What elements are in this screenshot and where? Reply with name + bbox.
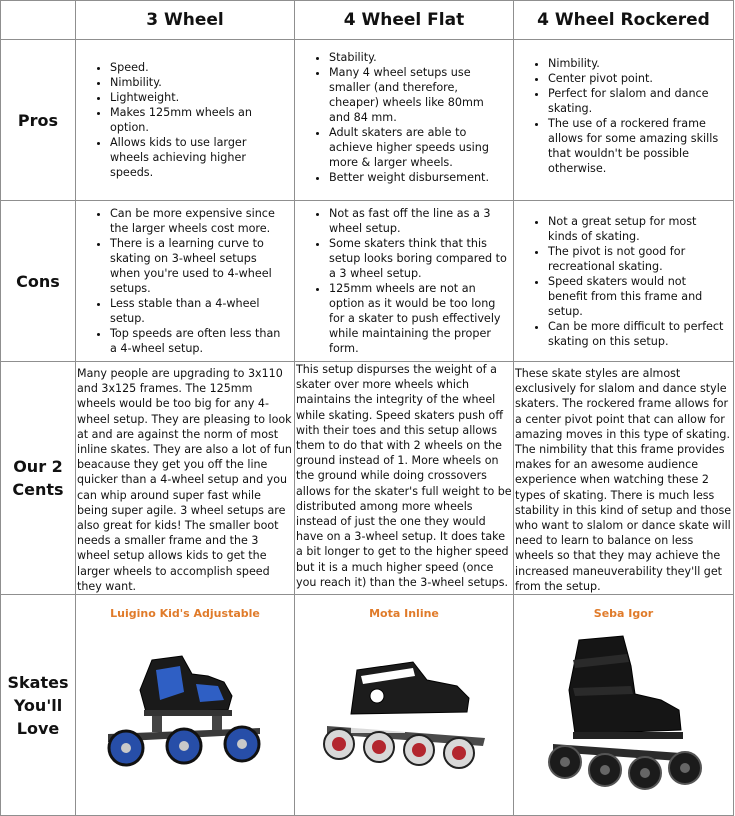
cons-list	[76, 206, 294, 356]
skate-card	[295, 595, 514, 816]
list-item: • Speed.	[110, 60, 288, 75]
sole	[144, 710, 232, 716]
list-item: • Top speeds are often less than a 4-wheel setup.	[110, 326, 288, 356]
list-item: • Some skaters think that this setup looks boring compared to a 3 wheel setup.	[329, 236, 507, 281]
list-item: • Perfect for slalom and dance skating.	[548, 86, 727, 116]
list-item: • Lightweight.	[110, 90, 288, 105]
row-label-pros: Pros	[1, 40, 76, 201]
list-item: • 125mm wheels are not an option as it would be too long for a skater to push effectively while maintaining the proper form.	[329, 281, 507, 356]
list-item: • Adult skaters are able to achieve higher speeds using more & larger wheels.	[329, 125, 507, 170]
list-item: • The pivot is not good for recreational skating.	[548, 244, 727, 274]
frame-mount	[212, 716, 222, 730]
cons-list	[295, 206, 513, 356]
list-item: • Allows kids to use larger wheels achieving higher speeds.	[110, 135, 288, 180]
column-header: 3 Wheel	[76, 1, 295, 40]
header-row	[1, 1, 734, 40]
cons-list	[514, 214, 733, 349]
cents-text: These skate styles are almost exclusively for slalom and dance style skaters. The rockered frame allows for a center pivot point that can allow for amazing moves in this type of skating. The nimbility that this frame provides makes for an awesome audience experience when watching these 2 types of skating. There is much less stability in this kind of setup and those who want to slalom or dance skate will need to learn to balance on less wheels so that they may achieve the increased maneuverability they'll get from the setup.	[514, 362, 734, 595]
skate-name[interactable]: Mota Inline	[369, 607, 439, 621]
cons-row	[1, 201, 734, 362]
skate-image-4-wheel-flat[interactable]	[317, 630, 492, 780]
list-item: • Stability.	[329, 50, 507, 65]
column-header: 4 Wheel Flat	[295, 1, 514, 40]
cents-text: Many people are upgrading to 3x110 and 3x125 frames. The 125mm wheels would be too big for any 4-wheel setup. They are pleasing to look at and are against the norm of most inline skates. They are also a lot of fun beacause they get you off the line quicker than a 4-wheel setup and you can whip around super fast while being super agile. 3 wheel setups are also great for kids! The smaller boot needs a smaller frame and the 3 wheel setup allows kids to get the larger wheels to accomplish speed they want.	[76, 362, 295, 595]
row-label-skates: Skates You'll Love	[1, 595, 76, 816]
frame-mount	[152, 716, 162, 732]
pros-list	[514, 56, 733, 176]
cents-text: This setup dispurses the weight of a skater over more wheels which maintains the integrity of the wheel while skating. Speed skaters push off with their toes and this setup allows them to do that with 2 wheels on the ground instead of 1. More wheels on the ground while doing crossovers allows for the skater's full weight to be distributed among more wheels instead of just the one they would have on a 3-wheel setup. It does take a bit longer to get to the higher speed but it is a much higher speed (once you reach it) than the 3-wheel setups.	[295, 362, 514, 595]
list-item: • Better weight disbursement.	[329, 170, 507, 185]
list-item: • Center pivot point.	[548, 71, 727, 86]
pros-cell	[76, 40, 295, 201]
skate-card	[514, 595, 734, 816]
cents-row	[1, 362, 734, 595]
list-item: • Less stable than a 4-wheel setup.	[110, 296, 288, 326]
row-label-cons: Cons	[1, 201, 76, 362]
logo-badge	[370, 689, 384, 703]
column-header: 4 Wheel Rockered	[514, 1, 734, 40]
list-item: • Many 4 wheel setups use smaller (and therefore, cheaper) wheels like 80mm and 84 mm.	[329, 65, 507, 125]
boot	[569, 636, 681, 734]
list-item: • Speed skaters would not benefit from this frame and setup.	[548, 274, 727, 319]
cons-cell	[514, 201, 734, 362]
skate-image-4-wheel-rockered[interactable]	[539, 630, 709, 800]
cons-cell	[295, 201, 514, 362]
skate-name[interactable]: Seba Igor	[593, 607, 654, 621]
boot	[140, 656, 232, 712]
pros-row	[1, 40, 734, 201]
pros-list	[295, 50, 513, 185]
list-item: • Nimbility.	[110, 75, 288, 90]
list-item: • There is a learning curve to skating on 3-wheel setups when you're used to 4-wheel setups.	[110, 236, 288, 296]
pros-list	[76, 60, 294, 180]
list-item: • Nimbility.	[548, 56, 727, 71]
list-item: • Makes 125mm wheels an option.	[110, 105, 288, 135]
list-item: • Not a great setup for most kinds of skating.	[548, 214, 727, 244]
cons-cell	[76, 201, 295, 362]
list-item: • Not as fast off the line as a 3 wheel setup.	[329, 206, 507, 236]
skate-image-3-wheel[interactable]	[100, 630, 270, 780]
corner-cell	[1, 1, 76, 40]
skate-name[interactable]: Luigino Kid's Adjustable	[110, 607, 260, 621]
row-label-cents: Our 2 Cents	[1, 362, 76, 595]
list-item: • Can be more expensive since the larger wheels cost more.	[110, 206, 288, 236]
skates-row	[1, 595, 734, 816]
skate-card	[76, 595, 295, 816]
pros-cell	[514, 40, 734, 201]
pros-cell	[295, 40, 514, 201]
list-item: • Can be more difficult to perfect skating on this setup.	[548, 319, 727, 349]
list-item: • The use of a rockered frame allows for some amazing skills that wouldn't be possible otherwise.	[548, 116, 727, 176]
sole	[573, 732, 683, 739]
